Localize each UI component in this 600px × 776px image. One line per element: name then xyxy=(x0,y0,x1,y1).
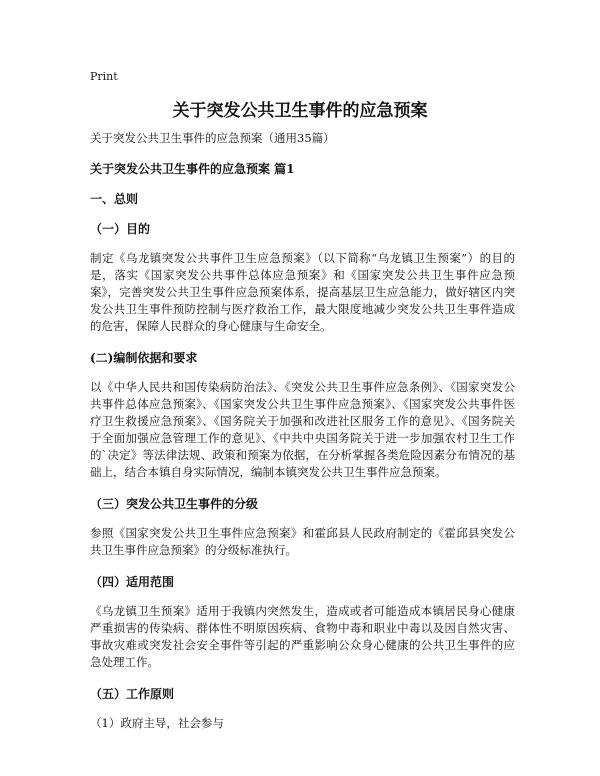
part-title: 关于突发公共卫生事件的应急预案 篇1 xyxy=(90,162,295,176)
print-label: Print xyxy=(90,70,118,83)
section-3-heading: （三）突发公共卫生事件的分级 xyxy=(90,497,259,511)
chapter-heading: 一、总则 xyxy=(90,192,139,206)
section-5-item-1: （1）政府主导，社会参与 xyxy=(90,716,224,730)
document-body xyxy=(90,130,515,732)
section-5-heading: （五）工作原则 xyxy=(90,687,175,701)
section-4-paragraph: 《乌龙镇卫生预案》适用于我镇内突然发生，造成或者可能造成本镇居民身心健康严重损害的传染病、群体性不明原因疾病、食物中毒和职业中毒以及因自然灾害、事故灾难或突发社会安全事件等引起的严重影响公众身心健康的公共卫生事件的应急处理工作。 xyxy=(90,604,515,669)
document-title: 关于突发公共卫生事件的应急预案 xyxy=(172,101,428,121)
document-subtitle: 关于突发公共卫生事件的应急预案（通用35篇） xyxy=(90,131,335,145)
section-1-paragraph: 制定《乌龙镇突发公共事件卫生应急预案》（以下简称“乌龙镇卫生预案”）的目的是，落实《国家突发公共事件总体应急预案》和《国家突发公共卫生事件应急预案》，完善突发公共卫生事件应急预案体系，提高基层卫生应急能力，做好辖区内突发公共卫生事件预防控制与医疗救治工作，最大限度地减少突发公共卫生事件造成的危害，保障人民群众的身心健康与生命安全。 xyxy=(90,251,515,333)
section-2-paragraph: 以《中华人民共和国传染病防治法》、《突发公共卫生事件应急条例》、《国家突发公共事件总体应急预案》、《国家突发公共卫生事件应急预案》、《国家突发公共事件医疗卫生救援应急预案》、《国务院关于加强和改进社区服务工作的意见》、《国务院关于全面加强应急管理工作的意见》、《中共中央国务院关于进一步加强农村卫生工作的`决定》等法律法规、政策和预案为依据，在分析掌握各类危险因素分布情况的基础上，结合本镇自身实际情况，编制本镇突发公共卫生事件应急预案。 xyxy=(90,380,515,479)
section-4-heading: （四）适用范围 xyxy=(90,575,175,589)
section-2-heading: (二)编制依据和要求 xyxy=(90,351,198,365)
section-1-heading: （一）目的 xyxy=(90,222,151,236)
section-3-paragraph: 参照《国家突发公共卫生事件应急预案》和霍邱县人民政府制定的《霍邱县突发公共卫生事件应急预案》的分级标准执行。 xyxy=(90,526,515,557)
